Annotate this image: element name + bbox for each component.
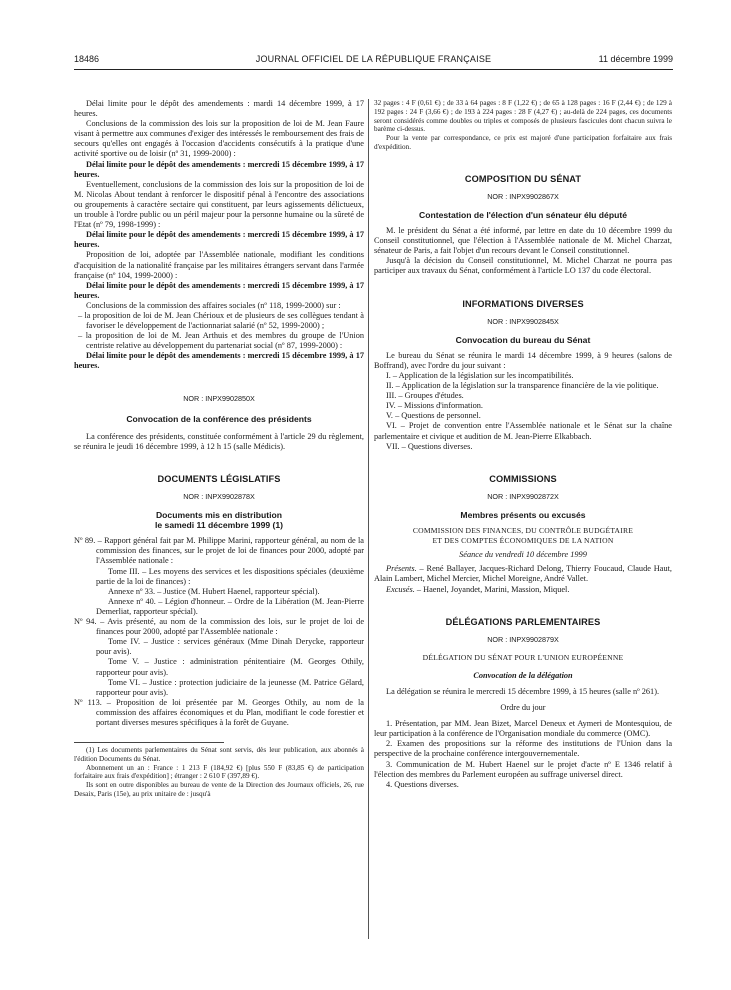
paragraph: Conclusions de la commission des lois sur la proposition de loi de M. Jean Faure visant à permettre aux communes d'exiger des intéressés le remboursement des frais de secours qu'elles ont engagés à l'occasion d'accidents consécutifs à la pratique d'une activité sportive ou de loisir (nº 31, 1999-2000) :: [74, 119, 364, 159]
commission-name: COMMISSION DES FINANCES, DU CONTRÔLE BUDGÉTAIRE: [412, 526, 634, 536]
paragraph: Délai limite pour le dépôt des amendements : mardi 14 décembre 1999, à 17 heures.: [74, 99, 364, 119]
section-subheading: Membres présents ou excusés: [460, 509, 586, 520]
right-column: [374, 99, 672, 790]
document-subentry: Annexe nº 33. – Justice (M. Hubert Haenel, rapporteur spécial).: [108, 586, 320, 596]
agenda-item: VII. – Questions diverses.: [386, 441, 473, 451]
section-heading: COMMISSIONS: [489, 473, 557, 484]
paragraph: La conférence des présidents, constituée conformément à l'article 29 du règlement, se réunira le jeudi 16 décembre 1999, à 12 h 15 (salle Médicis).: [74, 431, 364, 451]
attendance-present: [374, 564, 672, 584]
paragraph: Le bureau du Sénat se réunira le mardi 14 décembre 1999, à 9 heures (salons de Boffrand), avec l'ordre du jour suivant :: [374, 350, 672, 370]
agenda-item: V. – Questions de personnel.: [386, 411, 481, 421]
paragraph: Délai limite pour le dépôt des amendements : mercredi 15 décembre 1999, à 17 heures.: [74, 230, 364, 250]
paragraph: Délai limite pour le dépôt des amendements : mercredi 15 décembre 1999, à 17 heures.: [74, 280, 364, 300]
paragraph: Délai limite pour le dépôt des amendements : mercredi 15 décembre 1999, à 17 heures.: [74, 351, 364, 371]
section-heading: DÉLÉGATIONS PARLEMENTAIRES: [445, 616, 601, 627]
present-label: Présents.: [386, 564, 417, 574]
section-subheading: Convocation du bureau du Sénat: [455, 334, 591, 345]
commission-name: ET DES COMPTES ÉCONOMIQUES DE LA NATION: [432, 536, 614, 546]
paragraph: Délai limite pour le dépôt des amendements : mercredi 15 décembre 1999, à 17 heures.: [74, 159, 364, 179]
footnote: Abonnement un an : France : 1 213 F (184,92 €) [plus 550 F (83,85 €) de participation forfaitaire aux frais d'expédition] ; étranger : 2 610 F (397,89 €).: [74, 763, 364, 781]
section-heading: INFORMATIONS DIVERSES: [462, 298, 584, 309]
excused-label: Excusés.: [386, 584, 415, 594]
footnote: Ils sont en outre disponibles au bureau de vente de la Direction des Journaux officiels, 26, rue Desaix, Paris (15e), au prix unitaire de : jusqu'à: [74, 781, 364, 799]
nor-reference: NOR : INPX9902872X: [487, 491, 559, 501]
paragraph: Proposition de loi, adoptée par l'Assemblée nationale, modifiant les conditions d'acquisition de la nationalité française par les militaires étrangers servant dans l'armée française (nº 104, 1999-2000) :: [74, 250, 364, 280]
convocation-title: Convocation de la délégation: [473, 670, 573, 680]
section-heading: COMPOSITION DU SÉNAT: [464, 173, 582, 184]
agenda-item: I. – Application de la législation sur les incompatibilités.: [386, 371, 574, 380]
agenda-item: IV. – Missions d'information.: [386, 401, 483, 411]
column-divider: [368, 99, 369, 939]
agenda-item: III. – Groupes d'études.: [386, 391, 464, 401]
paragraph: M. le président du Sénat a été informé, par lettre en date du 10 décembre 1999 du Conseil constitutionnel, que l'élection à l'Assemblée nationale de M. Michel Charzat, sénateur de Paris, a fait l'objet d'un recours devant le Conseil constitutionnel.: [374, 226, 672, 256]
agenda-item: 3. Communication de M. Hubert Haenel sur le projet d'acte nº E 1346 relatif à l'élection des membres du Parlement européen au suffrage universel direct.: [374, 759, 672, 779]
paragraph: Eventuellement, conclusions de la commission des lois sur la proposition de loi de M. Nicolas About tendant à renforcer le dispositif pénal à l'encontre des associations ou groupements à caractère sectaire qui constituent, par leurs agissements délictueux, un trouble à l'ordre public ou un péril majeur pour la personne humaine ou la sûreté de l'Etat (nº 79, 1998-1999) :: [74, 179, 364, 230]
page-header: [74, 54, 673, 68]
document-subentry: Tome III. – Les moyens des services et les dispositions spéciales (deuxième partie de la loi de finances) :: [96, 566, 364, 586]
paragraph: Conclusions de la commission des affaires sociales (nº 118, 1999-2000) sur :: [86, 300, 341, 310]
document-entry: Nº 94. – Avis présenté, au nom de la commission des lois, sur le projet de loi de finances pour 2000, adopté par l'Assemblée nationale :: [74, 617, 364, 637]
delegation-name: DÉLÉGATION DU SÉNAT POUR L'UNION EUROPÉENNE: [422, 652, 624, 662]
document-subentry: Tome VI. – Justice : protection judiciaire de la jeunesse (M. Patrice Gélard, rapporteur pour avis).: [96, 677, 364, 697]
paragraph: La délégation se réunira le mercredi 15 décembre 1999, à 15 heures (salle nº 261).: [386, 686, 660, 696]
page-number: 18486: [74, 54, 100, 64]
agenda-item: 4. Questions diverses.: [386, 779, 459, 789]
list-item: – la proposition de loi de M. Jean Chérioux et de plusieurs de ses collègues tendant à favoriser le développement de l'actionnariat salarié (nº 52, 1999-2000) ;: [78, 310, 364, 331]
present-list: – René Ballayer, Jacques-Richard Delong, Thierry Foucaud, Claude Haut, Alain Lambert, Michel Mercier, Michel Moreigne, André Vallet.: [374, 564, 672, 584]
attendance-excused: [374, 585, 672, 595]
session-date: Séance du vendredi 10 décembre 1999: [459, 550, 587, 560]
excused-list: – Haenel, Joyandet, Marini, Massion, Miquel.: [414, 584, 570, 594]
section-subheading: le samedi 11 décembre 1999 (1): [154, 520, 284, 531]
header-rule: [74, 69, 673, 70]
list-item: – la proposition de loi de M. Jean Arthuis et des membres du groupe de l'Union centriste relative au développement du partenariat social (nº 87, 1999-2000) :: [78, 331, 364, 351]
paragraph: Jusqu'à la décision du Conseil constitutionnel, M. Michel Charzat ne pourra pas participer aux travaux du Sénat, conformément à l'article LO 137 du code électoral.: [374, 256, 672, 276]
section-heading: DOCUMENTS LÉGISLATIFS: [157, 473, 281, 484]
footnote: (1) Les documents parlementaires du Sénat sont servis, dès leur publication, aux abonnés à l'édition Documents du Sénat.: [74, 746, 364, 763]
document-entry: Nº 113. – Proposition de loi présentée par M. Georges Othily, au nom de la commission des affaires économiques et du Plan, modifiant le code forestier et portant diverses mesures spécifiques à la forêt de Guyane.: [74, 697, 364, 727]
nor-reference: NOR : INPX9902878X: [183, 492, 255, 501]
journal-title: JOURNAL OFFICIEL DE LA RÉPUBLIQUE FRANÇAISE: [255, 54, 492, 64]
agenda-title: Ordre du jour: [500, 703, 546, 713]
document-subentry: Tome IV. – Justice : services généraux (Mme Dinah Derycke, rapporteur pour avis).: [96, 637, 364, 657]
left-column: [74, 99, 364, 799]
issue-date: 11 décembre 1999: [598, 54, 673, 64]
document-subentry: Tome V. – Justice : administration pénitentiaire (M. Georges Othily, rapporteur pour avis).: [96, 657, 364, 677]
section-subheading: Contestation de l'élection d'un sénateur élu député: [419, 209, 627, 220]
nor-reference: NOR : INPX9902845X: [487, 316, 559, 326]
footnote-rule: [74, 742, 224, 743]
agenda-item: II. – Application de la législation sur la transparence financière de la vie politique.: [386, 381, 659, 391]
agenda-item: 2. Examen des propositions sur la réforme des institutions de l'Union dans la perspective de la prochaine conférence intergouvernementale.: [374, 739, 672, 759]
document-entry: Nº 89. – Rapport général fait par M. Philippe Marini, rapporteur général, au nom de la commission des finances, sur le projet de loi de finances pour 2000, adopté par l'Assemblée nationale :: [74, 536, 364, 566]
footnote: 32 pages : 4 F (0,61 €) ; de 33 à 64 pages : 8 F (1,22 €) ; de 65 à 128 pages : 16 F (2,44 €) ; de 129 à 192 pages : 24 F (3,66 €) ; de 193 à 224 pages : 28 F (4,27 €) ; au-delà de 224 pages, ces documents seront considérés comme doubles ou triples et composés de plusieurs fascicules dont chacun suivra le barème ci-dessus.: [374, 99, 672, 134]
agenda-item: 1. Présentation, par MM. Jean Bizet, Marcel Deneux et Aymeri de Montesquiou, de leur participation à la conférence de l'Organisation mondiale du commerce (OMC).: [374, 719, 672, 739]
nor-reference: NOR : INPX9902850X: [183, 393, 255, 403]
nor-reference: NOR : INPX9902879X: [487, 634, 559, 644]
footnote: Pour la vente par correspondance, ce prix est majoré d'une participation forfaitaire aux frais d'expédition.: [374, 134, 672, 151]
agenda-item: VI. – Projet de convention entre l'Assemblée nationale et le Sénat sur la chaîne parlementaire et civique et audition de M. Jean-Pierre Elkabbach.: [374, 421, 672, 441]
section-subheading: Convocation de la conférence des présidents: [126, 413, 312, 424]
document-subentry: Annexe nº 40. – Légion d'honneur. – Ordre de la Libération (M. Jean-Pierre Demerliat, rapporteur spécial).: [96, 596, 364, 616]
nor-reference: NOR : INPX9902867X: [487, 191, 559, 201]
section-subheading: Documents mis en distribution: [155, 510, 283, 521]
